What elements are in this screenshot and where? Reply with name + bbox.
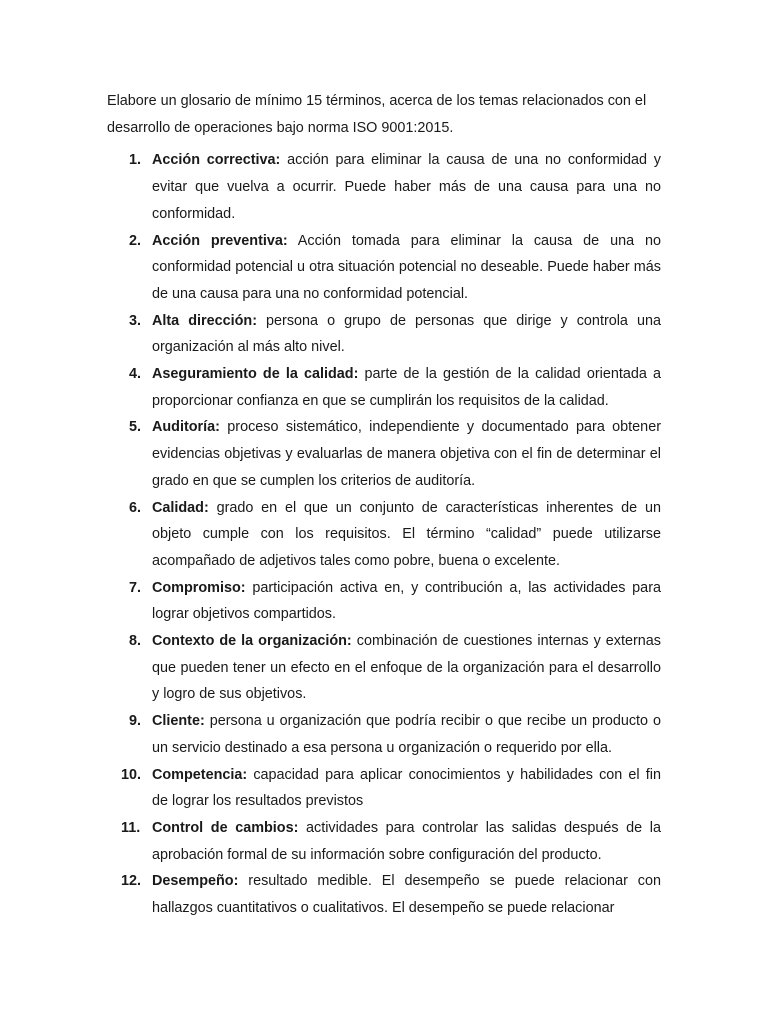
item-term: Control de cambios: bbox=[152, 819, 299, 836]
item-number: 8. bbox=[129, 633, 142, 650]
item-definition: parte de la gestión de la calidad orientada a proporcionar confianza en que se cumplirán los requisitos de la calidad. bbox=[152, 366, 661, 409]
item-term: Acción correctiva: bbox=[152, 152, 281, 169]
item-term: Compromiso: bbox=[152, 579, 246, 596]
item-definition: combinación de cuestiones internas y externas que pueden tener un efecto en el enfoque de la organización para el desarrollo y logro de sus objetivos. bbox=[152, 633, 661, 703]
item-definition: capacidad para aplicar conocimientos y habilidades con el fin de lograr los resultados previstos bbox=[152, 766, 661, 810]
glossary-list bbox=[107, 147, 661, 921]
item-definition: proceso sistemático, independiente y documentado para obtener evidencias objetivas y evaluarlas de manera objetiva con el fin de determinar el grado en que se cumplen los criterios de auditoría. bbox=[152, 419, 661, 489]
item-term: Acción preventiva: bbox=[152, 232, 288, 249]
item-term: Cliente: bbox=[152, 713, 205, 730]
item-number: 5. bbox=[129, 419, 142, 436]
item-number: 6. bbox=[129, 499, 142, 516]
glossary-item bbox=[107, 815, 661, 868]
glossary-item bbox=[107, 575, 661, 628]
item-term: Desempeño: bbox=[152, 873, 239, 890]
item-term: Auditoría: bbox=[152, 419, 220, 436]
glossary-item bbox=[107, 868, 661, 921]
item-number: 1. bbox=[129, 152, 142, 169]
glossary-item bbox=[107, 762, 661, 815]
item-number: 2. bbox=[129, 232, 142, 249]
item-definition: persona o grupo de personas que dirige y controla una organización al más alto nivel. bbox=[152, 312, 661, 356]
glossary-item bbox=[107, 147, 661, 227]
glossary-item bbox=[107, 228, 661, 308]
item-number: 10. bbox=[121, 766, 142, 783]
item-number: 11. bbox=[121, 819, 141, 836]
intro-paragraph: Elabore un glosario de mínimo 15 términos, acerca de los temas relacionados con el desarrollo de operaciones bajo norma ISO 9001:2015. bbox=[107, 93, 647, 136]
glossary-item bbox=[107, 414, 661, 494]
glossary-item bbox=[107, 308, 661, 361]
glossary-item bbox=[107, 361, 661, 414]
item-definition: persona u organización que podría recibir o que recibe un producto o un servicio destinado a esa persona u organización o requerido por ella. bbox=[152, 713, 661, 756]
item-definition: Acción tomada para eliminar la causa de una no conformidad potencial u otra situación potencial no deseable. Puede haber más de una causa para una no conformidad potencial. bbox=[152, 232, 661, 302]
item-definition: participación activa en, y contribución a, las actividades para lograr objetivos compartidos. bbox=[152, 579, 661, 623]
item-number: 12. bbox=[121, 873, 142, 890]
glossary-item bbox=[107, 495, 661, 575]
item-term: Competencia: bbox=[152, 766, 248, 783]
item-term: Contexto de la organización: bbox=[152, 633, 352, 650]
item-number: 4. bbox=[129, 366, 142, 383]
item-term: Aseguramiento de la calidad: bbox=[152, 366, 359, 383]
glossary-item bbox=[107, 628, 661, 708]
glossary-item bbox=[107, 708, 661, 761]
item-definition: grado en el que un conjunto de características inherentes de un objeto cumple con los requisitos. El término “calidad” puede utilizarse acompañado de adjetivos tales como pobre, buena o excelente. bbox=[152, 499, 661, 569]
item-number: 3. bbox=[129, 312, 142, 329]
item-definition: acción para eliminar la causa de una no conformidad y evitar que vuelva a ocurrir. Puede haber más de una causa para una no conformidad. bbox=[152, 152, 661, 222]
item-term: Alta dirección: bbox=[152, 312, 257, 329]
item-number: 7. bbox=[129, 579, 142, 596]
item-term: Calidad: bbox=[152, 499, 209, 516]
document-page bbox=[107, 88, 661, 1024]
item-definition: resultado medible. El desempeño se puede relacionar con hallazgos cuantitativos o cualitativos. El desempeño se puede relacionar bbox=[152, 873, 661, 917]
item-definition: actividades para controlar las salidas después de la aprobación formal de su información sobre configuración del producto. bbox=[152, 819, 661, 863]
item-number: 9. bbox=[129, 713, 142, 730]
